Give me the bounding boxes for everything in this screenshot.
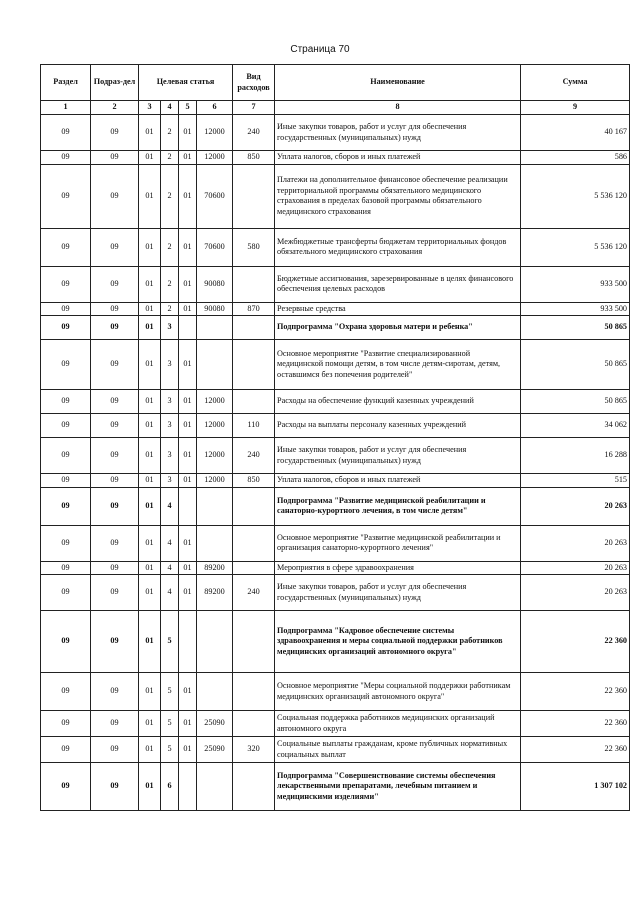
podrazdel-cell: 09 [91, 164, 139, 228]
name-cell: Мероприятия в сфере здравоохранения [275, 561, 521, 575]
vid-raskhodov-cell [233, 561, 275, 575]
sum-cell: 1 307 102 [521, 763, 630, 811]
razdel-cell: 09 [41, 474, 91, 488]
target-code-1-cell: 01 [139, 711, 161, 737]
target-code-1-cell: 01 [139, 266, 161, 302]
target-code-2-cell: 4 [161, 525, 179, 561]
target-code-2-cell: 5 [161, 673, 179, 711]
target-code-4-cell [197, 487, 233, 525]
table-row [41, 228, 630, 266]
table-row [41, 302, 630, 316]
razdel-cell: 09 [41, 115, 91, 151]
podrazdel-cell: 09 [91, 611, 139, 673]
razdel-cell: 09 [41, 737, 91, 763]
target-code-4-cell: 90080 [197, 302, 233, 316]
podrazdel-cell: 09 [91, 302, 139, 316]
target-code-2-cell: 2 [161, 151, 179, 165]
target-code-2-cell: 3 [161, 438, 179, 474]
target-code-4-cell: 25090 [197, 711, 233, 737]
target-code-3-cell: 01 [179, 302, 197, 316]
name-cell: Подпрограмма "Совершенствование системы обеспечения лекарственными препаратами, лечебным питанием и медицинскими изделиями" [275, 763, 521, 811]
col-number: 9 [521, 101, 630, 115]
sum-cell: 22 360 [521, 611, 630, 673]
target-code-1-cell: 01 [139, 561, 161, 575]
target-code-4-cell: 70600 [197, 228, 233, 266]
podrazdel-cell: 09 [91, 525, 139, 561]
target-code-4-cell: 12000 [197, 414, 233, 438]
target-code-3-cell [179, 763, 197, 811]
target-code-1-cell: 01 [139, 390, 161, 414]
target-code-4-cell: 90080 [197, 266, 233, 302]
table-row [41, 487, 630, 525]
name-cell: Иные закупки товаров, работ и услуг для обеспечения государственных (муниципальных) нужд [275, 575, 521, 611]
target-code-1-cell: 01 [139, 151, 161, 165]
target-code-1-cell: 01 [139, 115, 161, 151]
podrazdel-cell: 09 [91, 487, 139, 525]
header-sum: Сумма [521, 65, 630, 101]
table-row [41, 438, 630, 474]
column-number-row [41, 101, 630, 115]
razdel-cell: 09 [41, 390, 91, 414]
name-cell: Подпрограмма "Охрана здоровья матери и ребенка" [275, 316, 521, 340]
vid-raskhodov-cell [233, 673, 275, 711]
name-cell: Межбюджетные трансферты бюджетам территориальных фондов обязательного медицинского страхования [275, 228, 521, 266]
target-code-4-cell [197, 673, 233, 711]
col-number: 7 [233, 101, 275, 115]
target-code-1-cell: 01 [139, 316, 161, 340]
target-code-2-cell: 3 [161, 390, 179, 414]
razdel-cell: 09 [41, 414, 91, 438]
target-code-2-cell: 2 [161, 164, 179, 228]
sum-cell: 5 536 120 [521, 164, 630, 228]
razdel-cell: 09 [41, 316, 91, 340]
vid-raskhodov-cell: 240 [233, 438, 275, 474]
vid-raskhodov-cell: 320 [233, 737, 275, 763]
target-code-3-cell: 01 [179, 438, 197, 474]
target-code-2-cell: 5 [161, 611, 179, 673]
target-code-3-cell [179, 316, 197, 340]
target-code-1-cell: 01 [139, 487, 161, 525]
target-code-4-cell [197, 340, 233, 390]
target-code-1-cell: 01 [139, 763, 161, 811]
target-code-1-cell: 01 [139, 438, 161, 474]
target-code-1-cell: 01 [139, 228, 161, 266]
razdel-cell: 09 [41, 151, 91, 165]
header-podrazdel: Подраз-дел [91, 65, 139, 101]
target-code-4-cell: 89200 [197, 575, 233, 611]
target-code-4-cell: 89200 [197, 561, 233, 575]
vid-raskhodov-cell: 580 [233, 228, 275, 266]
vid-raskhodov-cell [233, 763, 275, 811]
target-code-3-cell: 01 [179, 115, 197, 151]
sum-cell: 515 [521, 474, 630, 488]
razdel-cell: 09 [41, 575, 91, 611]
name-cell: Бюджетные ассигнования, зарезервированные в целях финансового обеспечения целевых расходов [275, 266, 521, 302]
name-cell: Социальная поддержка работников медицинских организаций автономного округа [275, 711, 521, 737]
target-code-1-cell: 01 [139, 737, 161, 763]
target-code-2-cell: 4 [161, 561, 179, 575]
podrazdel-cell: 09 [91, 115, 139, 151]
target-code-2-cell: 2 [161, 266, 179, 302]
podrazdel-cell: 09 [91, 561, 139, 575]
sum-cell: 933 500 [521, 266, 630, 302]
vid-raskhodov-cell: 870 [233, 302, 275, 316]
target-code-1-cell: 01 [139, 673, 161, 711]
razdel-cell: 09 [41, 763, 91, 811]
name-cell: Подпрограмма "Развитие медицинской реабилитации и санаторно-курортного лечения, в том числе детям" [275, 487, 521, 525]
table-row [41, 164, 630, 228]
target-code-2-cell: 3 [161, 414, 179, 438]
sum-cell: 933 500 [521, 302, 630, 316]
sum-cell: 22 360 [521, 711, 630, 737]
podrazdel-cell: 09 [91, 737, 139, 763]
table-row [41, 474, 630, 488]
name-cell: Платежи на дополнительное финансовое обеспечение реализации территориальной программы обязательного медицинского страхования в пределах базовой программы обязательного медицинского страхования [275, 164, 521, 228]
vid-raskhodov-cell [233, 266, 275, 302]
target-code-4-cell: 70600 [197, 164, 233, 228]
target-code-1-cell: 01 [139, 611, 161, 673]
razdel-cell: 09 [41, 302, 91, 316]
sum-cell: 22 360 [521, 737, 630, 763]
target-code-3-cell: 01 [179, 164, 197, 228]
header-razdel: Раздел [41, 65, 91, 101]
header-name: Наименование [275, 65, 521, 101]
vid-raskhodov-cell: 240 [233, 575, 275, 611]
podrazdel-cell: 09 [91, 340, 139, 390]
table-row [41, 316, 630, 340]
name-cell: Иные закупки товаров, работ и услуг для обеспечения государственных (муниципальных) нужд [275, 115, 521, 151]
razdel-cell: 09 [41, 340, 91, 390]
sum-cell: 34 062 [521, 414, 630, 438]
name-cell: Подпрограмма "Кадровое обеспечение системы здравоохранения и меры социальной поддержки работников медицинских организаций автономного округа" [275, 611, 521, 673]
target-code-3-cell: 01 [179, 151, 197, 165]
target-code-3-cell: 01 [179, 414, 197, 438]
target-code-4-cell: 12000 [197, 474, 233, 488]
page-number-label: Страница 70 [290, 44, 350, 55]
target-code-1-cell: 01 [139, 302, 161, 316]
podrazdel-cell: 09 [91, 575, 139, 611]
target-code-2-cell: 6 [161, 763, 179, 811]
target-code-1-cell: 01 [139, 414, 161, 438]
sum-cell: 5 536 120 [521, 228, 630, 266]
razdel-cell: 09 [41, 266, 91, 302]
target-code-2-cell: 3 [161, 474, 179, 488]
col-number: 4 [161, 101, 179, 115]
vid-raskhodov-cell [233, 316, 275, 340]
podrazdel-cell: 09 [91, 763, 139, 811]
name-cell: Основное мероприятие "Меры социальной поддержки работникам медицинских организаций автономного округа" [275, 673, 521, 711]
podrazdel-cell: 09 [91, 151, 139, 165]
table-row [41, 390, 630, 414]
name-cell: Социальные выплаты гражданам, кроме публичных нормативных социальных выплат [275, 737, 521, 763]
col-number: 1 [41, 101, 91, 115]
vid-raskhodov-cell [233, 390, 275, 414]
budget-table [40, 64, 630, 811]
sum-cell: 50 865 [521, 390, 630, 414]
razdel-cell: 09 [41, 164, 91, 228]
target-code-3-cell: 01 [179, 474, 197, 488]
target-code-3-cell: 01 [179, 390, 197, 414]
name-cell: Расходы на выплаты персоналу казенных учреждений [275, 414, 521, 438]
target-code-2-cell: 2 [161, 115, 179, 151]
col-number: 5 [179, 101, 197, 115]
vid-raskhodov-cell: 240 [233, 115, 275, 151]
podrazdel-cell: 09 [91, 474, 139, 488]
name-cell: Расходы на обеспечение функций казенных учреждений [275, 390, 521, 414]
target-code-3-cell: 01 [179, 228, 197, 266]
table-row [41, 737, 630, 763]
target-code-4-cell: 12000 [197, 438, 233, 474]
target-code-3-cell: 01 [179, 266, 197, 302]
table-row [41, 673, 630, 711]
target-code-3-cell [179, 487, 197, 525]
target-code-2-cell: 2 [161, 302, 179, 316]
table-row [41, 340, 630, 390]
table-row [41, 763, 630, 811]
vid-raskhodov-cell [233, 487, 275, 525]
target-code-1-cell: 01 [139, 474, 161, 488]
target-code-3-cell: 01 [179, 525, 197, 561]
table-row [41, 525, 630, 561]
target-code-4-cell: 12000 [197, 115, 233, 151]
podrazdel-cell: 09 [91, 414, 139, 438]
vid-raskhodov-cell [233, 711, 275, 737]
razdel-cell: 09 [41, 673, 91, 711]
razdel-cell: 09 [41, 611, 91, 673]
target-code-1-cell: 01 [139, 164, 161, 228]
target-code-3-cell: 01 [179, 737, 197, 763]
table-row [41, 561, 630, 575]
target-code-3-cell: 01 [179, 711, 197, 737]
podrazdel-cell: 09 [91, 711, 139, 737]
target-code-3-cell: 01 [179, 340, 197, 390]
vid-raskhodov-cell [233, 611, 275, 673]
target-code-2-cell: 2 [161, 228, 179, 266]
razdel-cell: 09 [41, 525, 91, 561]
razdel-cell: 09 [41, 228, 91, 266]
vid-raskhodov-cell: 850 [233, 151, 275, 165]
razdel-cell: 09 [41, 561, 91, 575]
target-code-2-cell: 3 [161, 316, 179, 340]
col-number: 3 [139, 101, 161, 115]
header-target-article: Целевая статья [139, 65, 233, 101]
podrazdel-cell: 09 [91, 390, 139, 414]
table-row [41, 151, 630, 165]
podrazdel-cell: 09 [91, 673, 139, 711]
sum-cell: 20 263 [521, 525, 630, 561]
table-row [41, 414, 630, 438]
vid-raskhodov-cell [233, 164, 275, 228]
sum-cell: 586 [521, 151, 630, 165]
sum-cell: 40 167 [521, 115, 630, 151]
name-cell: Основное мероприятие "Развитие медицинской реабилитации и организация санаторно-курортного лечения" [275, 525, 521, 561]
vid-raskhodov-cell: 110 [233, 414, 275, 438]
sum-cell: 20 263 [521, 575, 630, 611]
target-code-4-cell: 12000 [197, 151, 233, 165]
target-code-4-cell [197, 316, 233, 340]
target-code-3-cell: 01 [179, 673, 197, 711]
sum-cell: 20 263 [521, 487, 630, 525]
razdel-cell: 09 [41, 438, 91, 474]
name-cell: Уплата налогов, сборов и иных платежей [275, 474, 521, 488]
col-number: 2 [91, 101, 139, 115]
name-cell: Иные закупки товаров, работ и услуг для обеспечения государственных (муниципальных) нужд [275, 438, 521, 474]
podrazdel-cell: 09 [91, 438, 139, 474]
target-code-2-cell: 5 [161, 737, 179, 763]
target-code-1-cell: 01 [139, 575, 161, 611]
name-cell: Уплата налогов, сборов и иных платежей [275, 151, 521, 165]
target-code-2-cell: 5 [161, 711, 179, 737]
podrazdel-cell: 09 [91, 228, 139, 266]
col-number: 8 [275, 101, 521, 115]
sum-cell: 20 263 [521, 561, 630, 575]
target-code-4-cell: 25090 [197, 737, 233, 763]
target-code-4-cell [197, 763, 233, 811]
sum-cell: 50 865 [521, 316, 630, 340]
target-code-4-cell: 12000 [197, 390, 233, 414]
target-code-2-cell: 4 [161, 575, 179, 611]
target-code-4-cell [197, 611, 233, 673]
vid-raskhodov-cell [233, 340, 275, 390]
table-row [41, 711, 630, 737]
razdel-cell: 09 [41, 487, 91, 525]
target-code-3-cell: 01 [179, 561, 197, 575]
vid-raskhodov-cell: 850 [233, 474, 275, 488]
name-cell: Основное мероприятие "Развитие специализированной медицинской помощи детям, в том числе детям-сиротам, детям, оставшимся без попечения родителей" [275, 340, 521, 390]
target-code-2-cell: 3 [161, 340, 179, 390]
sum-cell: 16 288 [521, 438, 630, 474]
vid-raskhodov-cell [233, 525, 275, 561]
sum-cell: 50 865 [521, 340, 630, 390]
target-code-3-cell: 01 [179, 575, 197, 611]
table-row [41, 575, 630, 611]
table-row [41, 611, 630, 673]
podrazdel-cell: 09 [91, 316, 139, 340]
razdel-cell: 09 [41, 711, 91, 737]
table-row [41, 115, 630, 151]
sum-cell: 22 360 [521, 673, 630, 711]
target-code-1-cell: 01 [139, 340, 161, 390]
header-vid-raskhodov: Вид расходов [233, 65, 275, 101]
target-code-3-cell [179, 611, 197, 673]
target-code-1-cell: 01 [139, 525, 161, 561]
target-code-4-cell [197, 525, 233, 561]
target-code-2-cell: 4 [161, 487, 179, 525]
name-cell: Резервные средства [275, 302, 521, 316]
podrazdel-cell: 09 [91, 266, 139, 302]
col-number: 6 [197, 101, 233, 115]
table-row [41, 266, 630, 302]
